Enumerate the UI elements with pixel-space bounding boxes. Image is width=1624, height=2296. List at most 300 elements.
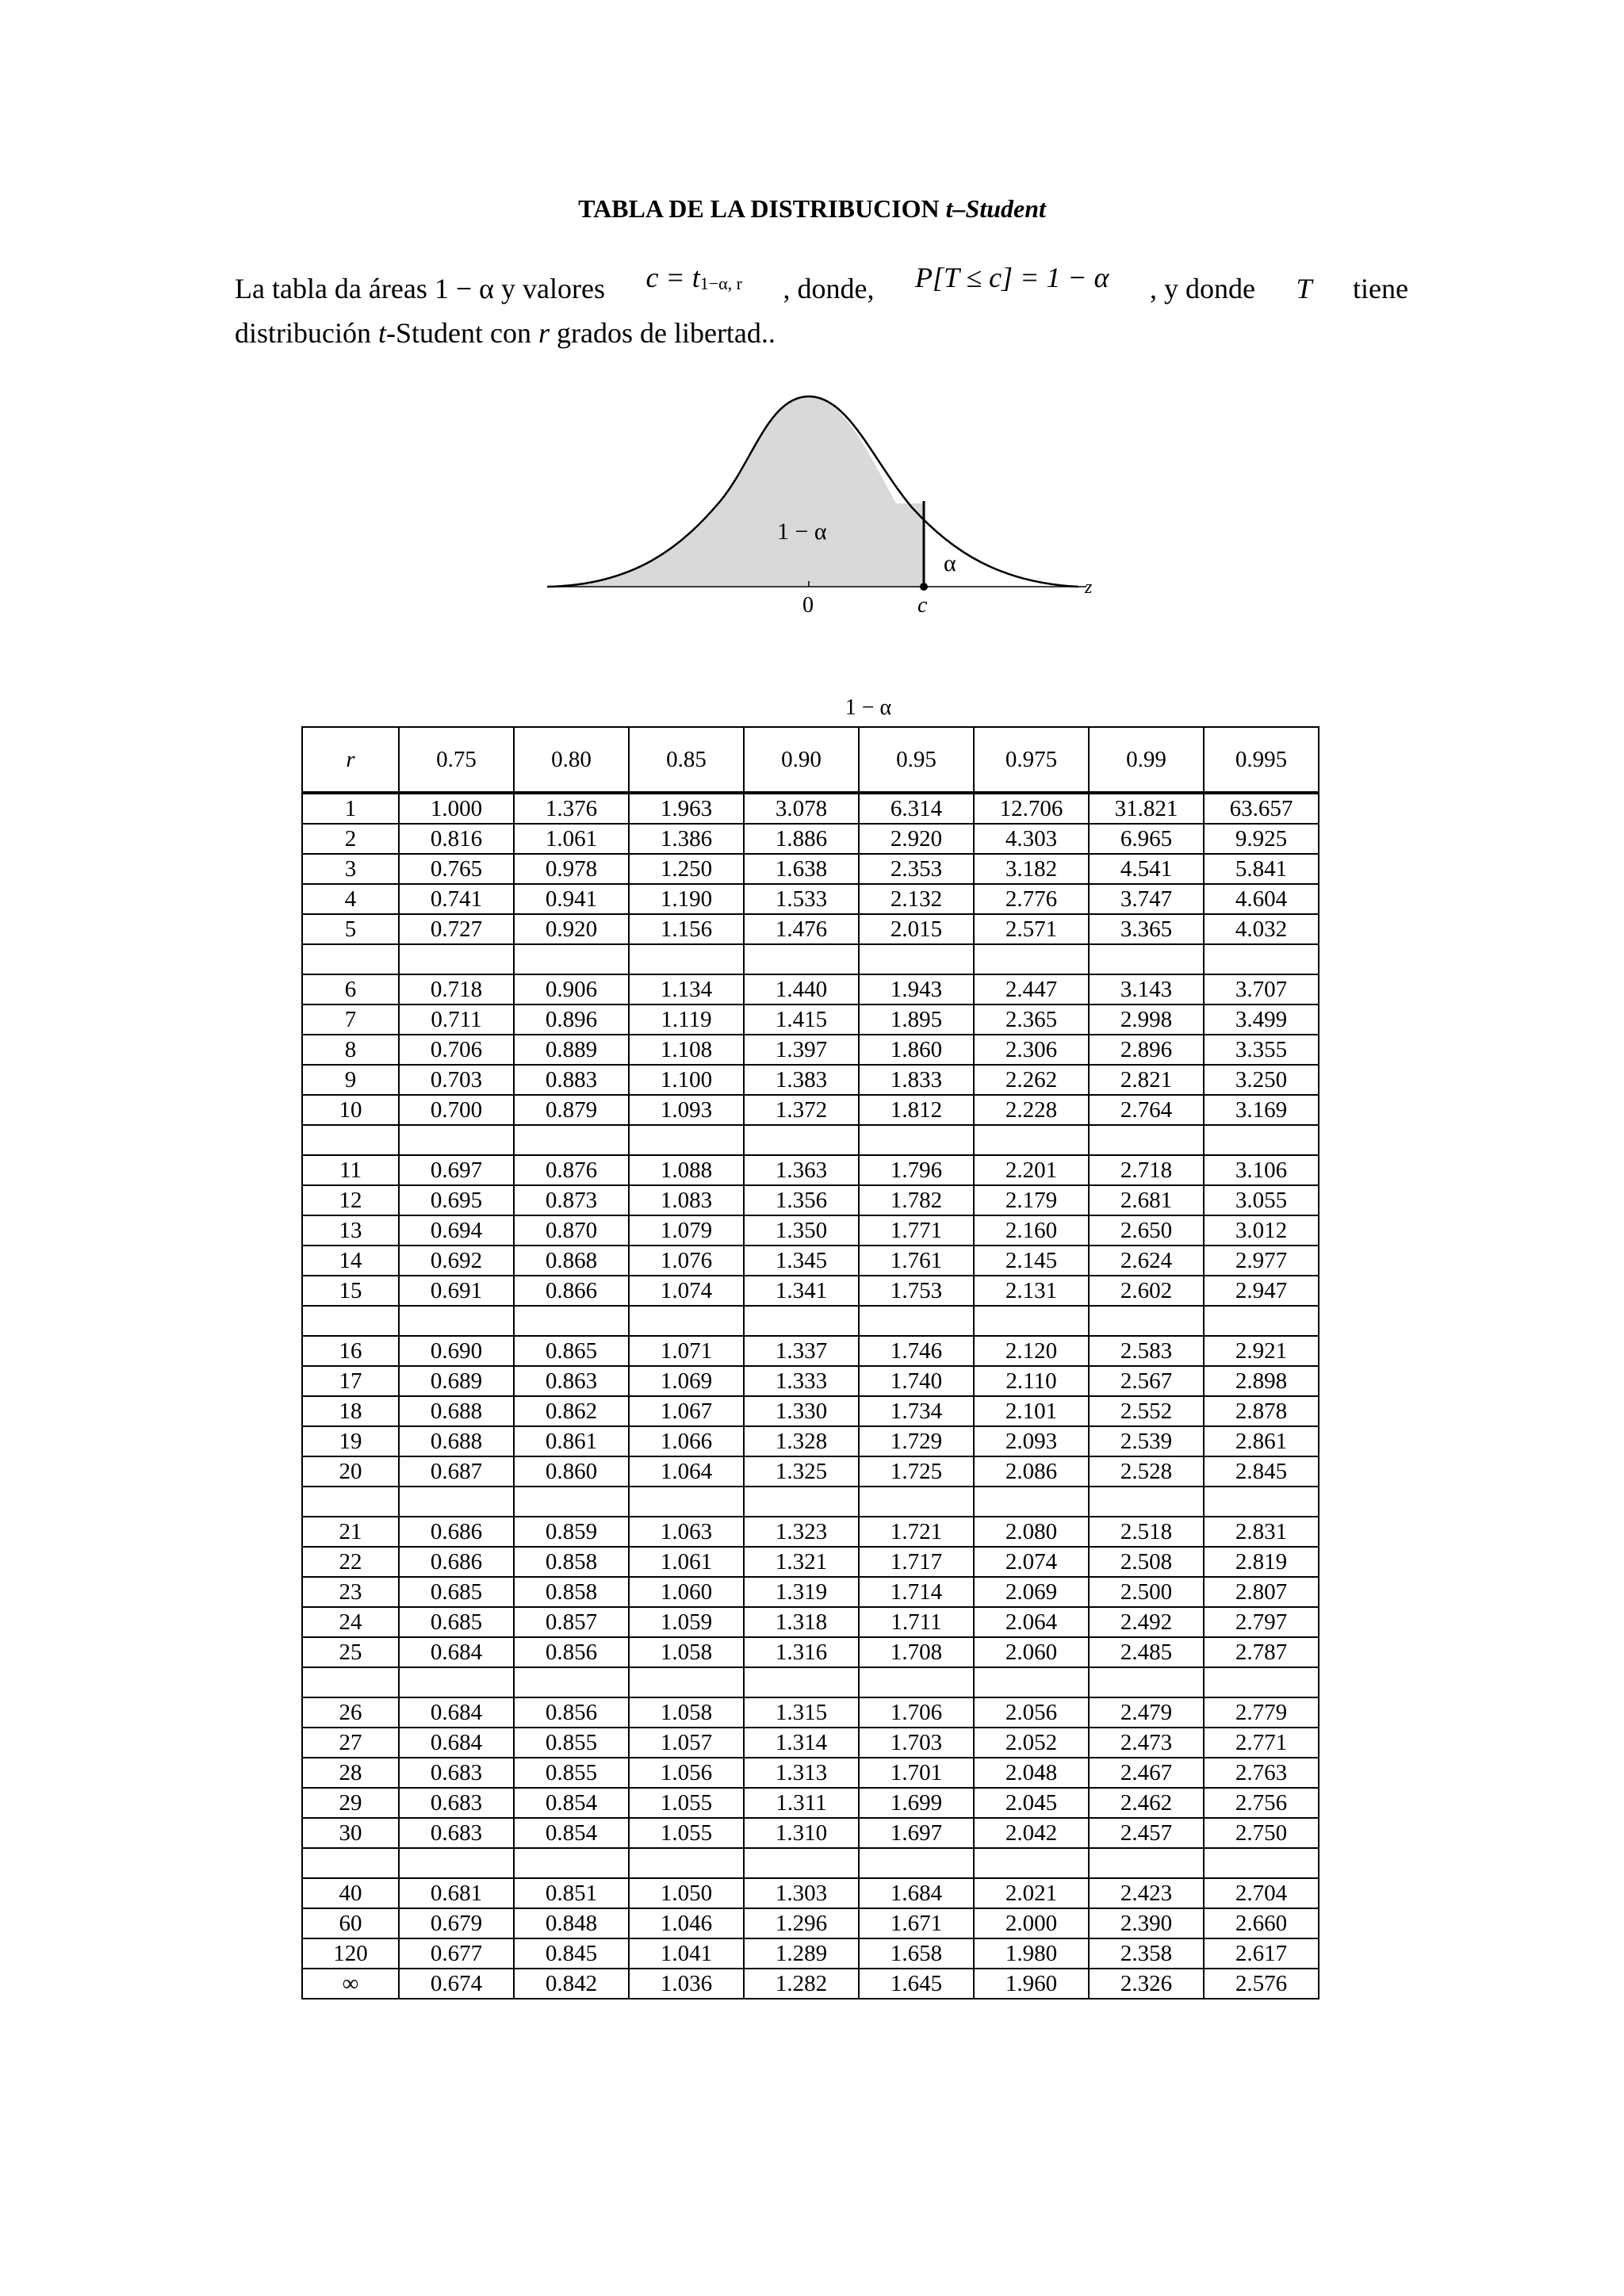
critical-value-cell: 1.363	[744, 1155, 859, 1185]
critical-value-cell: 1.886	[744, 824, 859, 854]
critical-value-cell: 1.055	[629, 1818, 744, 1848]
critical-value-cell: 0.860	[514, 1456, 629, 1487]
table-row	[302, 824, 1319, 854]
degrees-of-freedom-cell: 60	[302, 1908, 399, 1938]
table-row	[302, 854, 1319, 884]
degrees-of-freedom-cell: 14	[302, 1246, 399, 1276]
critical-value-cell: 2.000	[974, 1908, 1089, 1938]
degrees-of-freedom-cell: 13	[302, 1215, 399, 1246]
critical-value-cell: 2.660	[1204, 1908, 1319, 1938]
degrees-of-freedom-cell: 40	[302, 1878, 399, 1908]
critical-value-cell: 1.058	[629, 1697, 744, 1728]
empty-cell	[744, 1487, 859, 1517]
formula-c-main: c = t	[645, 262, 700, 293]
critical-value-cell: 1.067	[629, 1396, 744, 1426]
critical-value-cell: 63.657	[1204, 793, 1319, 824]
degrees-of-freedom-cell: 15	[302, 1276, 399, 1306]
critical-value-cell: 2.060	[974, 1637, 1089, 1667]
degrees-of-freedom-cell: 23	[302, 1577, 399, 1607]
critical-value-cell: 2.947	[1204, 1276, 1319, 1306]
critical-value-cell: 2.074	[974, 1547, 1089, 1577]
table-row	[302, 1456, 1319, 1487]
header-prob-0.90: 0.90	[744, 727, 859, 793]
critical-value-cell: 1.190	[629, 884, 744, 914]
critical-value-cell: 2.423	[1089, 1878, 1204, 1908]
critical-value-cell: 1.057	[629, 1728, 744, 1758]
degrees-of-freedom-cell: 10	[302, 1095, 399, 1125]
critical-value-cell: 1.056	[629, 1758, 744, 1788]
empty-cell	[974, 1667, 1089, 1697]
critical-value-cell: 2.718	[1089, 1155, 1204, 1185]
critical-value-cell: 2.021	[974, 1878, 1089, 1908]
critical-value-cell: 2.819	[1204, 1547, 1319, 1577]
critical-value-cell: 3.055	[1204, 1185, 1319, 1215]
critical-value-cell: 3.499	[1204, 1004, 1319, 1035]
critical-value-cell: 2.583	[1089, 1336, 1204, 1366]
critical-value-cell: 1.055	[629, 1788, 744, 1818]
empty-cell	[744, 1306, 859, 1336]
critical-value-cell: 2.518	[1089, 1517, 1204, 1547]
critical-value-cell: 2.624	[1089, 1246, 1204, 1276]
critical-value-cell: 0.689	[399, 1366, 514, 1396]
critical-value-cell: 2.998	[1089, 1004, 1204, 1035]
critical-value-cell: 2.500	[1089, 1577, 1204, 1607]
table-row	[302, 1336, 1319, 1366]
empty-cell	[859, 1667, 974, 1697]
critical-value-cell: 1.296	[744, 1908, 859, 1938]
critical-value-cell: 2.353	[859, 854, 974, 884]
critical-value-cell: 0.858	[514, 1547, 629, 1577]
header-prob-0.95: 0.95	[859, 727, 974, 793]
table-row	[302, 1246, 1319, 1276]
intro-line-1	[235, 262, 1408, 314]
table-row	[302, 1697, 1319, 1728]
critical-value-cell: 0.684	[399, 1637, 514, 1667]
empty-cell	[629, 1487, 744, 1517]
empty-cell	[1089, 1487, 1204, 1517]
critical-value-cell: 0.706	[399, 1035, 514, 1065]
critical-value-cell: 1.372	[744, 1095, 859, 1125]
degrees-of-freedom-cell: 17	[302, 1366, 399, 1396]
critical-value-cell: 1.303	[744, 1878, 859, 1908]
degrees-of-freedom-cell: ∞	[302, 1969, 399, 1999]
critical-value-cell: 2.878	[1204, 1396, 1319, 1426]
degrees-of-freedom-cell: 20	[302, 1456, 399, 1487]
critical-value-cell: 0.679	[399, 1908, 514, 1938]
critical-value-cell: 2.771	[1204, 1728, 1319, 1758]
critical-value-cell: 0.862	[514, 1396, 629, 1426]
critical-value-cell: 0.688	[399, 1426, 514, 1456]
table-row	[302, 793, 1319, 824]
critical-value-cell: 0.703	[399, 1065, 514, 1095]
zero-label: 0	[802, 593, 814, 618]
critical-value-cell: 2.508	[1089, 1547, 1204, 1577]
empty-cell	[514, 1306, 629, 1336]
header-prob-0.85: 0.85	[629, 727, 744, 793]
table-row	[302, 1366, 1319, 1396]
critical-value-cell: 3.707	[1204, 974, 1319, 1004]
title-italic: t–Student	[945, 194, 1046, 223]
critical-value-cell: 1.083	[629, 1185, 744, 1215]
critical-value-cell: 2.920	[859, 824, 974, 854]
critical-value-cell: 1.289	[744, 1938, 859, 1969]
critical-value-cell: 2.045	[974, 1788, 1089, 1818]
critical-value-cell: 0.858	[514, 1577, 629, 1607]
degrees-of-freedom-cell: 26	[302, 1697, 399, 1728]
table-body	[302, 793, 1319, 1999]
critical-value-cell: 0.941	[514, 884, 629, 914]
critical-value-cell: 2.479	[1089, 1697, 1204, 1728]
critical-value-cell: 1.729	[859, 1426, 974, 1456]
empty-cell	[399, 1487, 514, 1517]
critical-value-cell: 1.711	[859, 1607, 974, 1637]
table-row	[302, 1547, 1319, 1577]
table-row	[302, 1065, 1319, 1095]
empty-cell	[974, 1848, 1089, 1878]
critical-value-cell: 2.462	[1089, 1788, 1204, 1818]
degrees-of-freedom-cell: 4	[302, 884, 399, 914]
group-spacer-row	[302, 1487, 1319, 1517]
intro-line2-b: -Student con	[386, 317, 531, 349]
critical-value-cell: 1.093	[629, 1095, 744, 1125]
table-row	[302, 1004, 1319, 1035]
critical-value-cell: 1.734	[859, 1396, 974, 1426]
critical-value-cell: 1.036	[629, 1969, 744, 1999]
critical-value-cell: 0.683	[399, 1788, 514, 1818]
table-row	[302, 1426, 1319, 1456]
critical-value-cell: 0.978	[514, 854, 629, 884]
empty-cell	[1089, 1306, 1204, 1336]
critical-value-cell: 2.093	[974, 1426, 1089, 1456]
critical-value-cell: 2.764	[1089, 1095, 1204, 1125]
empty-cell	[1089, 944, 1204, 974]
empty-cell	[974, 944, 1089, 974]
empty-cell	[302, 1487, 399, 1517]
critical-value-cell: 1.963	[629, 793, 744, 824]
critical-value-cell: 0.697	[399, 1155, 514, 1185]
table-row	[302, 1577, 1319, 1607]
critical-value-cell: 1.714	[859, 1577, 974, 1607]
critical-value-cell: 2.977	[1204, 1246, 1319, 1276]
critical-value-cell: 3.365	[1089, 914, 1204, 944]
empty-cell	[302, 944, 399, 974]
header-prob-0.995: 0.995	[1204, 727, 1319, 793]
empty-cell	[629, 1848, 744, 1878]
empty-cell	[859, 1848, 974, 1878]
formula-c	[645, 258, 742, 303]
critical-value-cell: 2.797	[1204, 1607, 1319, 1637]
critical-value-cell: 2.807	[1204, 1577, 1319, 1607]
critical-value-cell: 0.685	[399, 1607, 514, 1637]
critical-value-cell: 1.316	[744, 1637, 859, 1667]
critical-value-cell: 1.706	[859, 1697, 974, 1728]
critical-value-cell: 1.088	[629, 1155, 744, 1185]
critical-value-cell: 1.341	[744, 1276, 859, 1306]
critical-value-cell: 1.076	[629, 1246, 744, 1276]
critical-value-cell: 0.686	[399, 1517, 514, 1547]
critical-value-cell: 1.721	[859, 1517, 974, 1547]
empty-cell	[514, 1667, 629, 1697]
intro-part-1: La tabla da áreas 1 − α y valores	[235, 273, 605, 304]
distribution-figure	[539, 381, 1094, 626]
critical-value-cell: 1.323	[744, 1517, 859, 1547]
area-label: 1 − α	[777, 519, 827, 545]
critical-value-cell: 2.567	[1089, 1366, 1204, 1396]
table-row	[302, 1818, 1319, 1848]
critical-value-cell: 2.861	[1204, 1426, 1319, 1456]
critical-value-cell: 1.376	[514, 793, 629, 824]
critical-value-cell: 1.796	[859, 1155, 974, 1185]
critical-value-cell: 12.706	[974, 793, 1089, 824]
critical-value-cell: 1.074	[629, 1276, 744, 1306]
critical-value-cell: 1.050	[629, 1878, 744, 1908]
critical-value-cell: 1.476	[744, 914, 859, 944]
table-row	[302, 1276, 1319, 1306]
empty-cell	[629, 1306, 744, 1336]
critical-value-cell: 1.321	[744, 1547, 859, 1577]
critical-value-cell: 1.064	[629, 1456, 744, 1487]
critical-value-cell: 0.906	[514, 974, 629, 1004]
empty-cell	[1204, 1125, 1319, 1155]
axis-label: z	[1085, 577, 1093, 598]
empty-cell	[859, 944, 974, 974]
critical-value-cell: 0.857	[514, 1607, 629, 1637]
critical-value-cell: 1.782	[859, 1185, 974, 1215]
critical-value-cell: 2.457	[1089, 1818, 1204, 1848]
header-prob-0.975: 0.975	[974, 727, 1089, 793]
empty-cell	[629, 1667, 744, 1697]
critical-value-cell: 0.687	[399, 1456, 514, 1487]
critical-value-cell: 1.740	[859, 1366, 974, 1396]
intro-line2-r: r	[538, 317, 550, 349]
critical-value-cell: 1.708	[859, 1637, 974, 1667]
critical-value-cell: 1.282	[744, 1969, 859, 1999]
critical-value-cell: 2.779	[1204, 1697, 1319, 1728]
table-row	[302, 1607, 1319, 1637]
critical-value-cell: 3.106	[1204, 1155, 1319, 1185]
intro-paragraph	[235, 262, 1408, 352]
critical-value-cell: 1.397	[744, 1035, 859, 1065]
table-row	[302, 1095, 1319, 1125]
table-row	[302, 1878, 1319, 1908]
critical-value-cell: 0.741	[399, 884, 514, 914]
critical-value-cell: 0.855	[514, 1758, 629, 1788]
critical-value-cell: 0.688	[399, 1396, 514, 1426]
critical-value-cell: 1.725	[859, 1456, 974, 1487]
critical-value-cell: 9.925	[1204, 824, 1319, 854]
critical-value-cell: 1.311	[744, 1788, 859, 1818]
critical-value-cell: 2.704	[1204, 1878, 1319, 1908]
critical-value-cell: 4.541	[1089, 854, 1204, 884]
critical-value-cell: 0.691	[399, 1276, 514, 1306]
critical-value-cell: 0.711	[399, 1004, 514, 1035]
critical-value-cell: 1.980	[974, 1938, 1089, 1969]
degrees-of-freedom-cell: 5	[302, 914, 399, 944]
t-distribution-table	[301, 726, 1320, 1999]
critical-value-cell: 0.856	[514, 1637, 629, 1667]
critical-value-cell: 2.306	[974, 1035, 1089, 1065]
empty-cell	[399, 1125, 514, 1155]
critical-value-cell: 1.061	[629, 1547, 744, 1577]
critical-value-cell: 2.145	[974, 1246, 1089, 1276]
critical-value-cell: 2.776	[974, 884, 1089, 914]
critical-value-cell: 2.787	[1204, 1637, 1319, 1667]
critical-value-cell: 1.328	[744, 1426, 859, 1456]
intro-line2-a: distribución	[235, 317, 371, 349]
table-row	[302, 1517, 1319, 1547]
empty-cell	[514, 1848, 629, 1878]
critical-value-cell: 2.120	[974, 1336, 1089, 1366]
degrees-of-freedom-cell: 2	[302, 824, 399, 854]
degrees-of-freedom-cell: 22	[302, 1547, 399, 1577]
critical-value-cell: 3.747	[1089, 884, 1204, 914]
degrees-of-freedom-cell: 9	[302, 1065, 399, 1095]
critical-value-cell: 3.250	[1204, 1065, 1319, 1095]
critical-value-cell: 1.059	[629, 1607, 744, 1637]
table-row	[302, 1637, 1319, 1667]
group-spacer-row	[302, 1667, 1319, 1697]
critical-value-cell: 0.718	[399, 974, 514, 1004]
critical-value-cell: 0.674	[399, 1969, 514, 1999]
critical-value-cell: 2.650	[1089, 1215, 1204, 1246]
critical-value-cell: 0.685	[399, 1577, 514, 1607]
degrees-of-freedom-cell: 19	[302, 1426, 399, 1456]
critical-value-cell: 2.485	[1089, 1637, 1204, 1667]
degrees-of-freedom-cell: 7	[302, 1004, 399, 1035]
critical-value-cell: 1.860	[859, 1035, 974, 1065]
critical-value-cell: 2.831	[1204, 1517, 1319, 1547]
critical-value-cell: 3.355	[1204, 1035, 1319, 1065]
critical-value-cell: 0.863	[514, 1366, 629, 1396]
tail-label: α	[944, 550, 956, 576]
empty-cell	[399, 1306, 514, 1336]
critical-value-cell: 1.313	[744, 1758, 859, 1788]
empty-cell	[1204, 1487, 1319, 1517]
critical-value-cell: 1.046	[629, 1908, 744, 1938]
critical-value-cell: 0.684	[399, 1728, 514, 1758]
critical-value-cell: 1.310	[744, 1818, 859, 1848]
empty-cell	[1204, 1848, 1319, 1878]
critical-value-cell: 2.064	[974, 1607, 1089, 1637]
header-prob-0.75: 0.75	[399, 727, 514, 793]
table-row	[302, 1185, 1319, 1215]
critical-value-cell: 2.056	[974, 1697, 1089, 1728]
critical-value-cell: 4.604	[1204, 884, 1319, 914]
critical-value-cell: 1.703	[859, 1728, 974, 1758]
critical-value-cell: 0.870	[514, 1215, 629, 1246]
degrees-of-freedom-cell: 1	[302, 793, 399, 824]
critical-value-cell: 0.683	[399, 1818, 514, 1848]
group-spacer-row	[302, 944, 1319, 974]
critical-value-cell: 1.415	[744, 1004, 859, 1035]
distribution-curve-svg	[539, 381, 1094, 626]
empty-cell	[974, 1306, 1089, 1336]
empty-cell	[744, 944, 859, 974]
critical-value-cell: 1.761	[859, 1246, 974, 1276]
intro-part-2: , donde,	[783, 273, 875, 304]
critical-value-cell: 1.333	[744, 1366, 859, 1396]
critical-value-cell: 0.692	[399, 1246, 514, 1276]
critical-value-cell: 2.750	[1204, 1818, 1319, 1848]
critical-value-cell: 2.571	[974, 914, 1089, 944]
empty-cell	[629, 944, 744, 974]
critical-value-cell: 0.700	[399, 1095, 514, 1125]
critical-value-cell: 1.061	[514, 824, 629, 854]
table-row	[302, 1396, 1319, 1426]
critical-value-cell: 2.101	[974, 1396, 1089, 1426]
empty-cell	[744, 1125, 859, 1155]
empty-cell	[1204, 1667, 1319, 1697]
empty-cell	[302, 1667, 399, 1697]
shaded-area	[547, 396, 924, 587]
empty-cell	[859, 1306, 974, 1336]
table-row	[302, 1035, 1319, 1065]
critical-value-cell: 2.132	[859, 884, 974, 914]
critical-value-cell: 2.539	[1089, 1426, 1204, 1456]
degrees-of-freedom-cell: 30	[302, 1818, 399, 1848]
critical-value-cell: 3.012	[1204, 1215, 1319, 1246]
table-row	[302, 974, 1319, 1004]
header-r: r	[302, 727, 399, 793]
page-title	[0, 194, 1624, 224]
critical-value-cell: 0.855	[514, 1728, 629, 1758]
critical-value-cell: 0.686	[399, 1547, 514, 1577]
critical-value-cell: 2.358	[1089, 1938, 1204, 1969]
critical-value-cell: 1.100	[629, 1065, 744, 1095]
degrees-of-freedom-cell: 16	[302, 1336, 399, 1366]
critical-value-cell: 0.695	[399, 1185, 514, 1215]
critical-value-cell: 1.638	[744, 854, 859, 884]
critical-value-cell: 1.350	[744, 1215, 859, 1246]
critical-value-cell: 2.492	[1089, 1607, 1204, 1637]
critical-value-cell: 1.895	[859, 1004, 974, 1035]
critical-value-cell: 0.684	[399, 1697, 514, 1728]
empty-cell	[859, 1125, 974, 1155]
critical-value-cell: 1.746	[859, 1336, 974, 1366]
critical-value-cell: 1.314	[744, 1728, 859, 1758]
degrees-of-freedom-cell: 29	[302, 1788, 399, 1818]
critical-value-cell: 2.681	[1089, 1185, 1204, 1215]
critical-value-cell: 2.015	[859, 914, 974, 944]
title-main: TABLA DE LA DISTRIBUCION	[578, 194, 940, 223]
critical-value-cell: 0.889	[514, 1035, 629, 1065]
critical-value-cell: 1.108	[629, 1035, 744, 1065]
critical-value-cell: 2.921	[1204, 1336, 1319, 1366]
degrees-of-freedom-cell: 120	[302, 1938, 399, 1969]
critical-value-cell: 1.697	[859, 1818, 974, 1848]
critical-value-cell: 1.330	[744, 1396, 859, 1426]
empty-cell	[1089, 1667, 1204, 1697]
critical-value-cell: 0.854	[514, 1788, 629, 1818]
critical-value-cell: 1.645	[859, 1969, 974, 1999]
critical-value-cell: 1.318	[744, 1607, 859, 1637]
critical-value-cell: 0.842	[514, 1969, 629, 1999]
critical-value-cell: 0.677	[399, 1938, 514, 1969]
intro-var-t: T	[1296, 273, 1312, 304]
degrees-of-freedom-cell: 11	[302, 1155, 399, 1185]
critical-value-cell: 2.602	[1089, 1276, 1204, 1306]
degrees-of-freedom-cell: 18	[302, 1396, 399, 1426]
critical-value-cell: 3.078	[744, 793, 859, 824]
critical-value-cell: 1.812	[859, 1095, 974, 1125]
critical-value-cell: 1.058	[629, 1637, 744, 1667]
critical-value-cell: 2.042	[974, 1818, 1089, 1848]
critical-value-cell: 1.071	[629, 1336, 744, 1366]
group-spacer-row	[302, 1848, 1319, 1878]
critical-value-cell: 1.701	[859, 1758, 974, 1788]
critical-value-cell: 2.528	[1089, 1456, 1204, 1487]
empty-cell	[514, 1487, 629, 1517]
